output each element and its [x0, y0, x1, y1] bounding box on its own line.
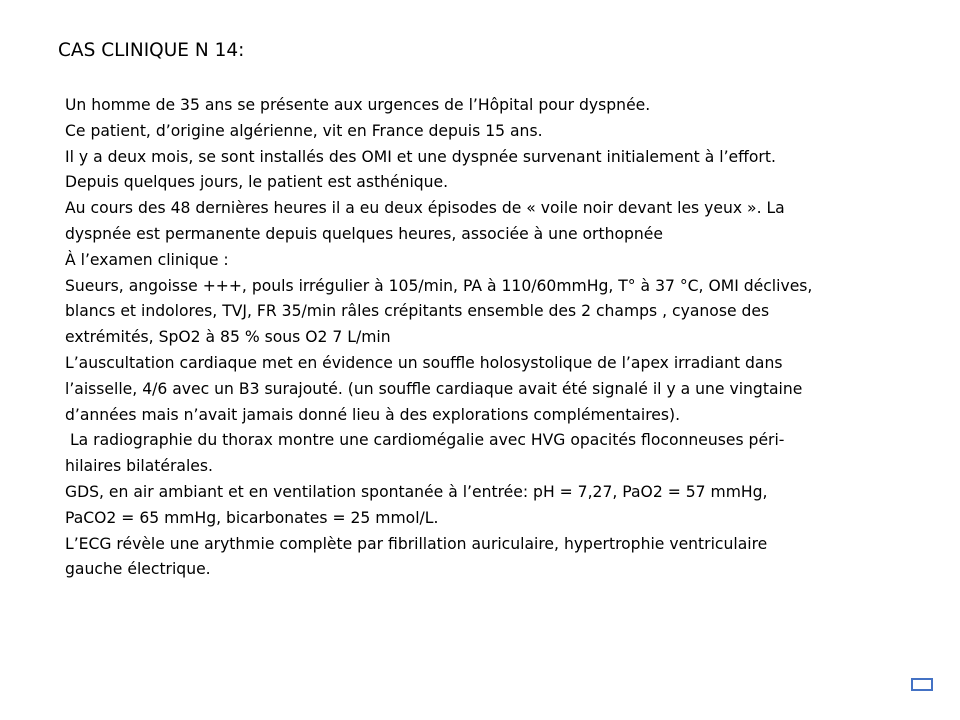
text-line: Depuis quelques jours, le patient est asthénique.	[65, 173, 449, 192]
text-line: blancs et indolores, TVJ, FR 35/min râles crépitants ensemble des 2 champs , cyanose des	[65, 302, 770, 321]
text-line: La radiographie du thorax montre une cardiomégalie avec HVG opacités floconneuses péri-	[65, 431, 785, 450]
text-line: L’ECG révèle une arythmie complète par fibrillation auriculaire, hypertrophie ventriculaire	[65, 534, 768, 553]
text-line: GDS, en air ambiant et en ventilation spontanée à l’entrée: pH = 7,27, PaO2 = 57 mmHg,	[65, 482, 768, 501]
case-description	[65, 93, 895, 583]
text-line: dyspnée est permanente depuis quelques heures, associée à une orthopnée	[65, 224, 663, 243]
text-line: À l’examen clinique :	[65, 250, 229, 269]
text-line: d’années mais n’avait jamais donné lieu à des explorations complémentaires).	[65, 405, 681, 424]
slide-title: CAS CLINIQUE N 14:	[58, 40, 245, 61]
text-line: Au cours des 48 dernières heures il a eu deux épisodes de « voile noir devant les yeux ». La	[65, 199, 785, 218]
text-line: Ce patient, d’origine algérienne, vit en France depuis 15 ans.	[65, 121, 543, 140]
text-line: Sueurs, angoisse +++, pouls irrégulier à 105/min, PA à 110/60mmHg, T° à 37 °C, OMI déclives,	[65, 276, 813, 295]
text-line: L’auscultation cardiaque met en évidence un souffle holosystolique de l’apex irradiant dans	[65, 353, 783, 372]
text-line: Il y a deux mois, se sont installés des OMI et une dyspnée survenant initialement à l’effort.	[65, 147, 776, 166]
slide-navigation-button[interactable]	[911, 678, 933, 691]
text-line: Un homme de 35 ans se présente aux urgences de l’Hôpital pour dyspnée.	[65, 96, 651, 114]
text-line: hilaires bilatérales.	[65, 457, 213, 476]
text-line: l’aisselle, 4/6 avec un B3 surajouté. (un souffle cardiaque avait été signalé il y a une vingtaine	[65, 379, 803, 398]
text-line: PaCO2 = 65 mmHg, bicarbonates = 25 mmol/L.	[65, 508, 439, 527]
text-line: gauche électrique.	[65, 560, 211, 579]
text-line: extrémités, SpO2 à 85 % sous O2 7 L/min	[65, 328, 391, 347]
